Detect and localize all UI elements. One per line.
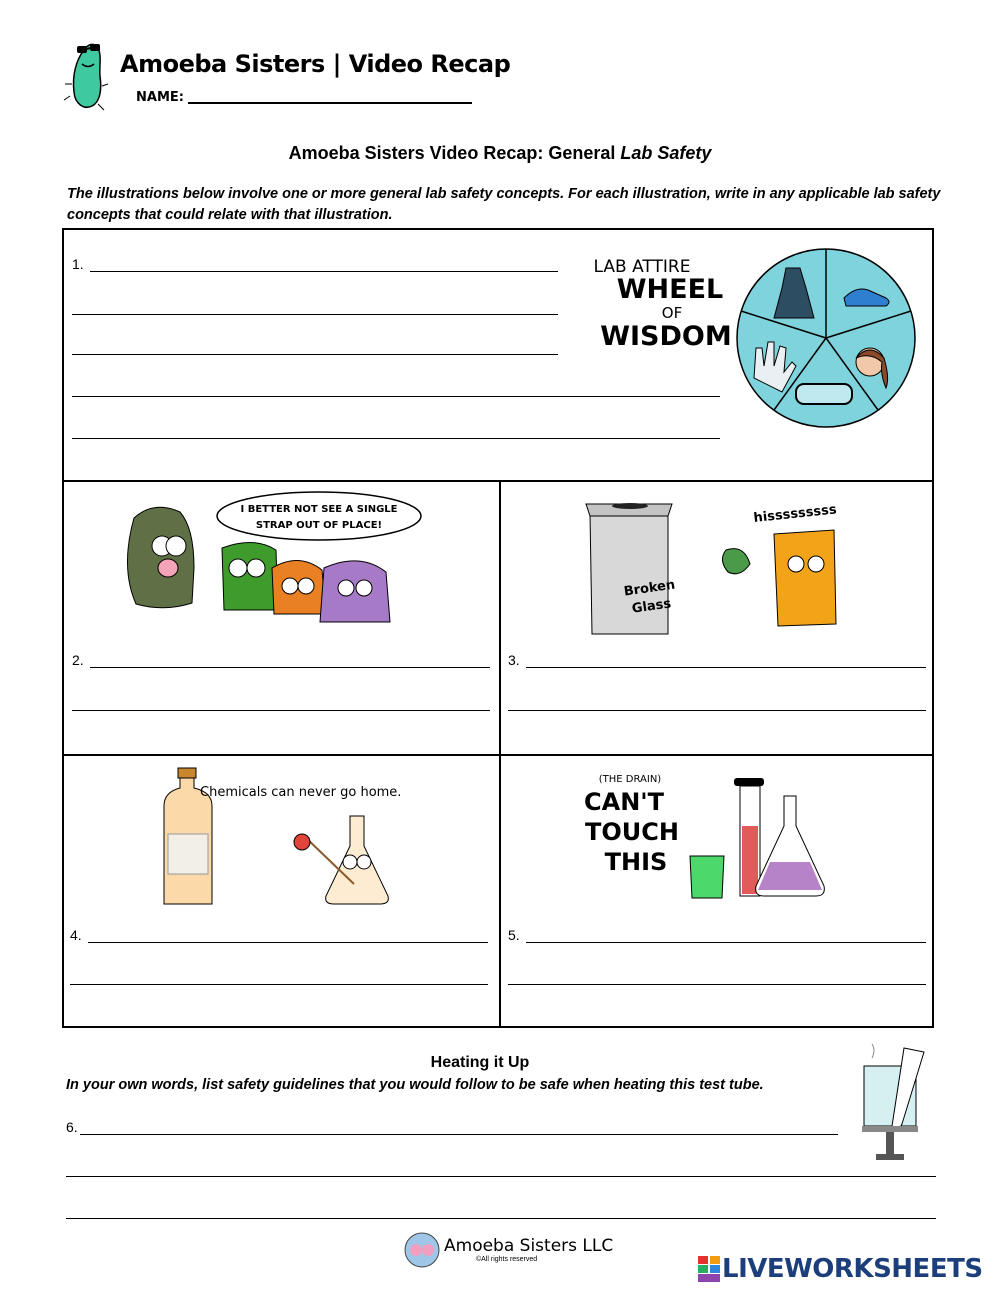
wheel-text: LAB ATTIRE — [594, 257, 691, 277]
backpack-purple — [320, 561, 390, 622]
backpack-green — [222, 542, 278, 610]
wheel-text: OF — [661, 304, 683, 322]
q1-answer-line[interactable] — [72, 354, 558, 355]
goggles-icon — [796, 384, 852, 404]
grid-divider — [499, 480, 501, 1028]
q3-answer-line[interactable] — [508, 710, 926, 711]
svg-text:Broken: Broken — [622, 577, 677, 600]
wheel-text: WISDOM — [600, 321, 732, 352]
drain-illustration — [584, 766, 874, 916]
name-label: NAME: — [136, 90, 184, 105]
q6-number: 6. — [66, 1119, 78, 1135]
q4-number: 4. — [70, 927, 82, 943]
q5-answer-line[interactable] — [526, 942, 926, 943]
lab-attire-wheel-illustration — [594, 240, 930, 440]
q5-answer-line[interactable] — [508, 984, 926, 985]
svg-text:TOUCH: TOUCH — [585, 818, 679, 846]
speech-text: STRAP OUT OF PLACE! — [255, 520, 383, 531]
backpack-green-dark — [127, 507, 194, 608]
instructions-text: The illustrations below involve one or more general lab safety concepts. For each illustration, write in any applicable lab safety concepts that could relate with that illustration. — [67, 186, 941, 223]
heating-title: Heating it Up — [430, 1054, 530, 1071]
page-title: Amoeba Sisters Video Recap: General Lab Safety — [288, 143, 712, 163]
q2-number: 2. — [72, 652, 84, 668]
amoeba-mascot-logo — [62, 36, 122, 112]
hiss-text: hisssssssss — [752, 502, 838, 526]
broken-glass-illustration — [584, 494, 874, 638]
grid-divider — [64, 754, 932, 756]
q1-answer-line[interactable] — [72, 314, 558, 315]
q5-number: 5. — [508, 927, 520, 943]
name-input-line[interactable] — [188, 102, 472, 104]
q4-answer-line[interactable] — [70, 984, 488, 985]
brand-title: Amoeba Sisters | Video Recap — [120, 50, 511, 78]
svg-text:THIS: THIS — [604, 848, 668, 876]
question-grid — [62, 228, 934, 1028]
q3-answer-line[interactable] — [526, 667, 926, 668]
wheel-text: WHEEL — [616, 274, 724, 305]
q4-answer-line[interactable] — [88, 942, 488, 943]
grid-divider — [64, 480, 932, 482]
backpacks-illustration — [114, 488, 444, 638]
svg-text:(THE DRAIN): (THE DRAIN) — [598, 774, 662, 785]
q6-answer-line[interactable] — [80, 1134, 838, 1135]
q1-number: 1. — [72, 256, 84, 272]
svg-text:CAN'T: CAN'T — [584, 788, 664, 816]
chemicals-caption: Chemicals can never go home. — [200, 785, 402, 800]
footer-rights: ©All rights reserved — [476, 1256, 538, 1263]
speech-text: I BETTER NOT SEE A SINGLE — [240, 504, 398, 515]
broken-glass-box — [590, 514, 668, 634]
q2-answer-line[interactable] — [72, 710, 490, 711]
heating-instructions: In your own words, list safety guidelines that you would follow to be safe when heating this test tube. — [66, 1077, 764, 1093]
q1-answer-line[interactable] — [90, 271, 558, 272]
q6-answer-line[interactable] — [66, 1218, 936, 1219]
q3-number: 3. — [508, 652, 520, 668]
test-tube-heating-illustration — [858, 1038, 938, 1160]
q6-answer-line[interactable] — [66, 1176, 936, 1177]
footer-brand: Amoeba Sisters LLC — [444, 1236, 614, 1256]
beaker-icon — [690, 856, 724, 898]
svg-text:Glass: Glass — [630, 596, 673, 617]
liveworksheets-logo-icon — [698, 1256, 720, 1282]
liveworksheets-logo[interactable]: LIVEWORKSHEETS — [722, 1254, 983, 1284]
angry-trash-icon — [774, 530, 836, 626]
chemicals-illustration — [154, 766, 414, 916]
q2-answer-line[interactable] — [90, 667, 490, 668]
amoeba-sisters-footer-logo — [404, 1232, 440, 1268]
